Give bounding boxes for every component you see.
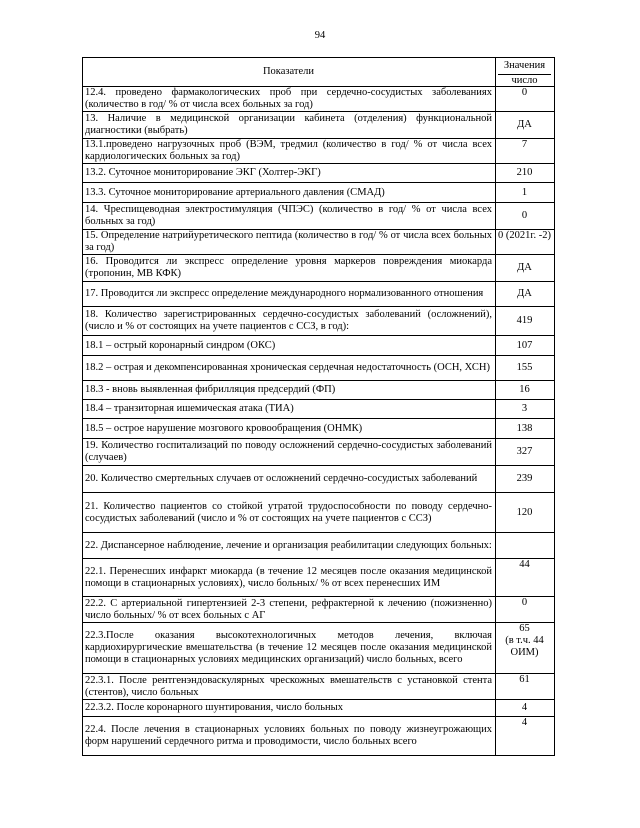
row-indicator: 18. Количество зарегистрированных сердечно-сосудистых заболеваний (осложнений), (число и % от состоящих на учете пациентов с ССЗ, в год):	[83, 307, 496, 336]
table-row	[83, 400, 555, 419]
row-value-note: (в т.ч. 44 ОИМ)	[505, 635, 544, 658]
row-value: ДА	[496, 112, 555, 139]
row-indicator: 17. Проводится ли экспресс определение международного нормализованного отношения	[83, 282, 496, 307]
row-indicator: 22. Диспансерное наблюдение, лечение и организация реабилитации следующих больных:	[83, 533, 496, 559]
row-indicator: 16. Проводится ли экспресс определение уровня маркеров повреждения миокарда (тропонин, МВ КФК)	[83, 255, 496, 282]
table-row	[83, 255, 555, 282]
page-number: 94	[314, 30, 326, 41]
row-indicator: 21. Количество пациентов со стойкой утратой трудоспособности по поводу сердечно-сосудистых заболеваний (число и % от состоящих на учете пациентов с ССЗ)	[83, 493, 496, 533]
row-indicator: 19. Количество госпитализаций по поводу осложнений сердечно-сосудистых заболеваний (случаев)	[83, 439, 496, 466]
table-row	[83, 164, 555, 183]
row-indicator: 22.2. С артериальной гипертензией 2-3 степени, рефрактерной к лечению (пожизненно) число больных/ % от всех больных с АГ	[83, 597, 496, 623]
table-row	[83, 419, 555, 439]
header-indicator: Показатели	[83, 58, 496, 87]
indicators-table	[82, 57, 555, 756]
row-value: 44	[496, 559, 555, 597]
row-value: 4	[496, 717, 555, 756]
row-value: 61	[496, 674, 555, 700]
row-indicator: 20. Количество смертельных случаев от осложнений сердечно-сосудистых заболеваний	[83, 466, 496, 493]
row-value: 0	[496, 203, 555, 230]
row-value: 120	[496, 493, 555, 533]
row-value: ДА	[496, 282, 555, 307]
table-row	[83, 381, 555, 400]
table-row	[83, 307, 555, 336]
row-value: 1	[496, 183, 555, 203]
row-indicator: 13.2. Суточное мониторирование ЭКГ (Холтер-ЭКГ)	[83, 164, 496, 183]
table-row	[83, 183, 555, 203]
table-row	[83, 336, 555, 356]
row-indicator: 22.1. Перенесших инфаркт миокарда (в течение 12 месяцев после оказания медицинской помощи в стационарных условиях), число больных/ % от всех перенесших ИМ	[83, 559, 496, 597]
row-indicator: 15. Определение натрийуретического пептида (количество в год/ % от числа всех больных за год)	[83, 230, 496, 255]
row-indicator: 18.1 – острый коронарный синдром (ОКС)	[83, 336, 496, 356]
row-value	[496, 533, 555, 559]
table-row	[83, 493, 555, 533]
row-indicator: 22.4. После лечения в стационарных условиях больных по поводу жизнеугрожающих форм нарушений сердечного ритма и проводимости, число больных всего	[83, 717, 496, 756]
row-indicator: 22.3.2. После коронарного шунтирования, число больных	[83, 700, 496, 717]
row-indicator: 13.1.проведено нагрузочных проб (ВЭМ, тредмил (количество в год/ % от числа всех кардиологических больных за год)	[83, 139, 496, 164]
row-value: 16	[496, 381, 555, 400]
row-indicator: 12.4. проведено фармакологических проб при сердечно-сосудистых заболеваниях (количество в год/ % от числа всех больных за год)	[83, 87, 496, 112]
table-row	[83, 356, 555, 381]
row-indicator: 13.3. Суточное мониторирование артериального давления (СМАД)	[83, 183, 496, 203]
row-value: ДА	[496, 255, 555, 282]
header-values-label: Значения	[498, 58, 551, 75]
row-value: 419	[496, 307, 555, 336]
row-value: 0	[496, 87, 555, 112]
row-indicator: 18.4 – транзиторная ишемическая атака (ТИА)	[83, 400, 496, 419]
row-value: 7	[496, 139, 555, 164]
table-header-row	[83, 58, 555, 87]
table-row	[83, 203, 555, 230]
table-row	[83, 559, 555, 597]
table-row	[83, 230, 555, 255]
row-indicator: 18.5 – острое нарушение мозгового кровообращения (ОНМК)	[83, 419, 496, 439]
row-value	[496, 623, 555, 674]
row-value: 327	[496, 439, 555, 466]
row-indicator: 14. Чреспищеводная электростимуляция (ЧПЭС) (количество в год/ % от числа всех больных за год)	[83, 203, 496, 230]
row-indicator: 13. Наличие в медицинской организации кабинета (отделения) функциональной диагностики (выбрать)	[83, 112, 496, 139]
row-value: 239	[496, 466, 555, 493]
row-indicator: 18.2 – острая и декомпенсированная хроническая сердечная недостаточность (ОСН, ХСН)	[83, 356, 496, 381]
table-row	[83, 466, 555, 493]
row-value: 4	[496, 700, 555, 717]
row-value: 0 (2021г. -2)	[496, 230, 555, 255]
table-row	[83, 533, 555, 559]
header-values	[496, 58, 555, 87]
row-value: 210	[496, 164, 555, 183]
table-row	[83, 439, 555, 466]
table-row	[83, 674, 555, 700]
table-row	[83, 623, 555, 674]
row-value: 155	[496, 356, 555, 381]
table-row	[83, 139, 555, 164]
row-value-main: 65	[519, 623, 530, 634]
row-value: 0	[496, 597, 555, 623]
table-row	[83, 112, 555, 139]
row-value: 107	[496, 336, 555, 356]
row-indicator: 18.3 - вновь выявленная фибрилляция предсердий (ФП)	[83, 381, 496, 400]
row-value: 3	[496, 400, 555, 419]
row-indicator: 22.3.После оказания высокотехнологичных методов лечения, включая кардиохирургические вмешательства (в течение 12 месяцев после оказания медицинской помощи в стационарных условиях медицинских организаций) число больных, всего	[83, 623, 496, 674]
table-row	[83, 717, 555, 756]
row-value: 138	[496, 419, 555, 439]
table-row	[83, 597, 555, 623]
row-indicator: 22.3.1. После рентгенэндоваскулярных чрескожных вмешательств с установкой стента (стентов), число больных	[83, 674, 496, 700]
table-row	[83, 700, 555, 717]
table-row	[83, 282, 555, 307]
table-row	[83, 87, 555, 112]
header-values-unit: число	[511, 75, 538, 86]
